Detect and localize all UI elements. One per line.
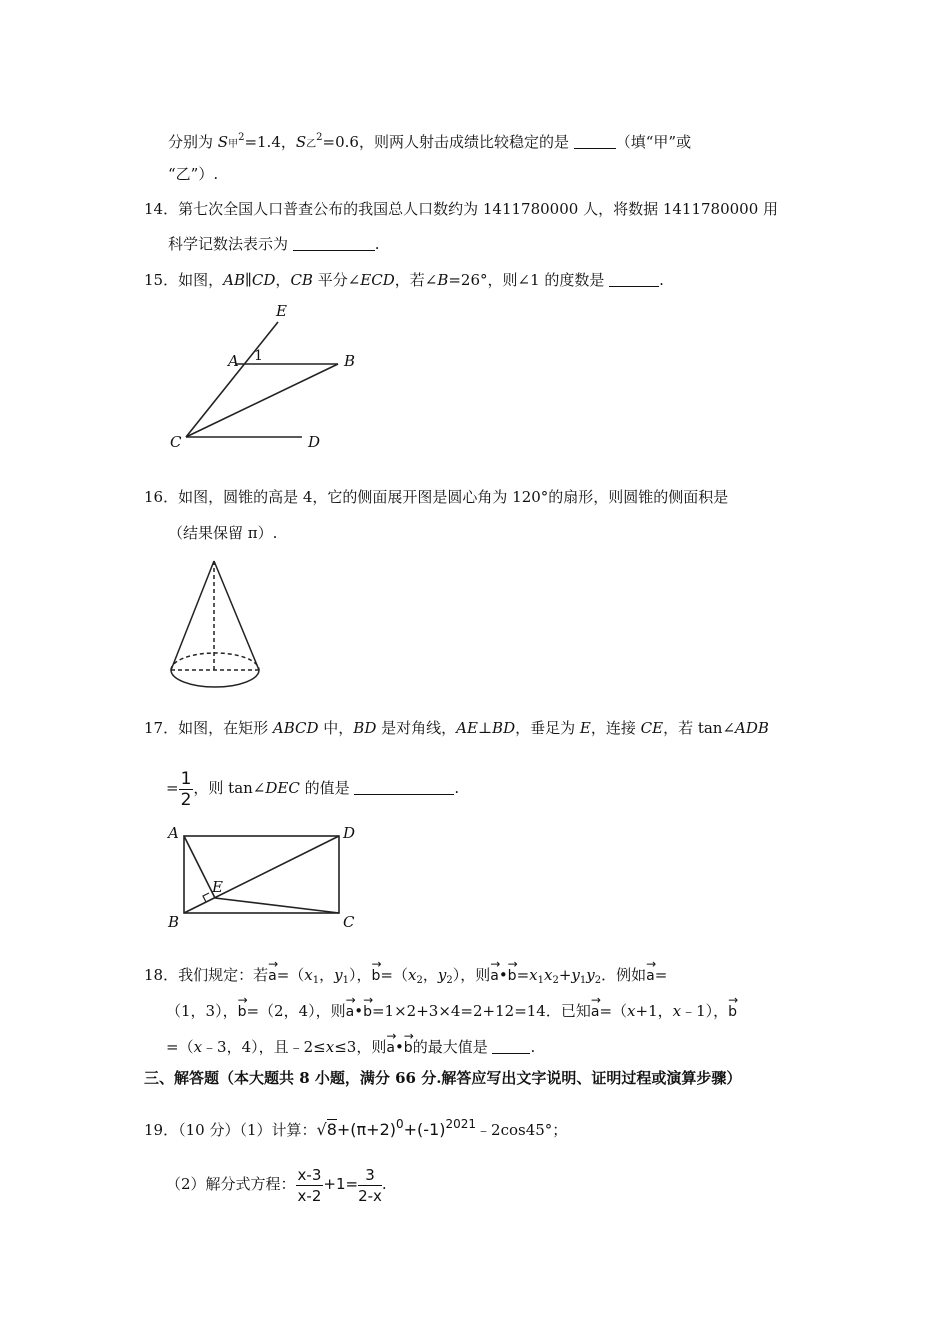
q13-hint: （填“甲”或 [615,133,692,151]
q15-t2: ， [275,271,291,289]
q18-dot2: • [354,1002,364,1020]
q18-dot3: • [394,1038,404,1056]
q18-vector-b3: → b [238,998,247,1022]
q18-comma1: ， [319,966,335,984]
q16-text: 如图，圆锥的高是 4，它的侧面展开图是圆心角为 120°的扇形，则圆锥的侧面积是 [178,488,729,506]
q18-x1-sub: 1 [312,975,320,986]
q18-example: ．例如 [601,966,647,984]
q18-comma2: ， [422,966,438,984]
q18-l3f: 的最大值是 [412,1038,493,1056]
q19-plus1: +1= [323,1175,359,1193]
q18-vector-a5: → a [591,998,600,1022]
q17-line1 [144,718,769,738]
q15-label-b: B [344,352,356,370]
q18-vector-b6: → b [404,1034,413,1058]
q18-end: . [530,1038,536,1056]
q15-cb: CB [290,271,313,289]
q18-line2 [166,998,737,1022]
q18-vector-a6: → a [386,1034,395,1058]
q18-vector-a3: → a [646,962,655,986]
q16-cone-base-back [171,653,259,670]
q18-vector-a2: → a [490,962,499,986]
q18-x2-sub: 2 [416,975,423,986]
q17-label-b: B [168,913,180,931]
q18-l2e: x [627,1002,636,1020]
section-3-heading: 三、解答题（本大题共 8 小题，满分 66 分.解答应写出文字说明、证明过程或演算步骤） [144,1069,742,1087]
q17-frac-den: 2 [180,789,192,810]
q18-prod-x1-sub: 1 [537,975,544,986]
q18-vector-b: → b [372,962,381,986]
q18-y2-sub: 2 [446,975,453,986]
q17-label-d: D [343,824,356,842]
q19-p2-text: （2）解分式方程： [166,1175,296,1193]
q17-fraction [179,769,194,810]
q18-vector-b4: → b [363,998,372,1022]
q17-abcd: ABCD [272,719,319,737]
q18-eq: = [516,966,530,984]
q17-ae: AE [456,719,478,737]
q19-p1-term2: +(π+2) [336,1120,396,1139]
q13-s1-sub: 甲 [228,139,239,150]
q18-l2h: ﹣1）， [681,1002,729,1020]
q15-label-d: D [308,433,321,451]
q15-ab: AB [223,271,245,289]
q17-perp: ⊥ [477,719,493,737]
q18-y1-sub: 1 [342,975,349,986]
q18-vector-b2: → b [508,962,517,986]
q19-p1-text: （10 分）（1）计算： [178,1121,317,1139]
q18-y1: y [334,966,343,984]
q18-eq2: = [654,966,668,984]
q18-plus: + [558,966,572,984]
q18-prod-y1-sub: 1 [579,975,587,986]
q17-t2: 中， [318,719,354,737]
q18-number: 18． [144,966,179,984]
q15-t1: 如图， [178,271,224,289]
q18-t5: ），则 [452,966,491,984]
q17-e: E [579,719,591,737]
q15-t5: =26°，则∠1 的度数是 [448,271,610,289]
q14-text2: 科学记数法表示为 [168,235,293,253]
q17-number: 17． [144,719,179,737]
q18-prod-x2: x [543,966,553,984]
q18-x1: x [304,966,313,984]
q17-end: . [454,779,460,797]
q18-l2a: （1，3）， [166,1002,238,1020]
q18-l2f: +1， [635,1002,673,1020]
q13-text: 分别为 [168,133,218,151]
q17-answer-blank[interactable] [354,780,454,795]
q17-figure [184,836,339,913]
q19-p2-end: . [381,1175,387,1193]
q19-part2 [166,1162,387,1206]
q15-ecd: ECD [360,271,395,289]
q17-t8: ，则 tan∠ [193,779,266,797]
q19-fraction-2 [358,1165,382,1206]
q18-prod-y1: y [571,966,580,984]
q18-line1 [144,962,667,991]
q15-parallel: ∥ [244,271,252,289]
q14-text: 第七次全国人口普查公布的我国总人口数约为 1411780000 人，将数据 1411780000 用 [178,200,779,218]
q19-frac2-den: 2-x [358,1186,382,1205]
q16-cone-figure [171,561,259,687]
q19-sqrt: √8 [316,1120,337,1139]
q14-end: . [374,235,380,253]
q14-number: 14． [144,200,179,218]
q18-x2: x [407,966,417,984]
q17-line-ce [215,898,339,913]
q18-l3c: ﹣3，4），且﹣2≤ [202,1038,326,1056]
q18-t1: 我们规定：若 [178,966,269,984]
q18-l3a: =（ [166,1038,194,1056]
q18-dot: • [498,966,508,984]
q17-adb: ADB [735,719,769,737]
q18-vector-a: → a [268,962,277,986]
q17-bd2: BD [492,719,516,737]
q18-prod-x1: x [529,966,538,984]
q18-l2c: =1×2+3×4=2+12=14．已知 [371,1002,591,1020]
q16-line2: （结果保留 π）. [168,524,278,542]
q17-t7: ，若 tan∠ [663,719,736,737]
q18-l3e: ≤3，则 [334,1038,387,1056]
q17-t1: 如图，在矩形 [178,719,273,737]
q18-prod-x2-sub: 2 [552,975,559,986]
q13-s1: S [217,133,229,151]
q17-ce: CE [640,719,664,737]
q19-p1-term3: +(-1) [403,1120,446,1139]
q19-part1 [144,1114,567,1140]
q15-line-cb [186,364,338,437]
q19-fraction-1 [296,1165,324,1206]
q18-vector-a4: → a [346,998,355,1022]
q17-t6: ，连接 [590,719,641,737]
q17-dec: DEC [265,779,300,797]
q16-number: 16． [144,488,179,506]
q18-answer-blank[interactable] [492,1039,530,1054]
q19-p1-term4: ﹣2cos45°； [476,1121,568,1139]
q15-line-ce [186,322,278,437]
q19-frac2-num: 3 [358,1165,382,1186]
q13-s2-sub: 乙 [306,139,317,150]
q16-cone-base-front [171,670,259,687]
q17-t5: ，垂足为 [515,719,580,737]
q15-label-1: 1 [254,348,263,364]
q17-t3: 是对角线， [376,719,457,737]
q13-line1: 分别为 S甲$^2$=1.4，S乙$^2$=0.6，则两人射击成绩比较稳定的是 （填“甲”或 [168,132,692,151]
q18-prod-y2-sub: 2 [594,975,602,986]
q18-line3 [166,1034,535,1058]
q17-frac-num: 1 [180,768,192,789]
q19-exp2021: 2021 [445,1117,477,1131]
q15-label-c: C [170,433,182,451]
q18-l3b: x [193,1038,203,1056]
q19-sqrt-radicand: 8 [326,1120,337,1139]
q17-equals: = [166,779,179,797]
q18-t4: =（ [380,966,408,984]
q18-l2g: x [672,1002,682,1020]
q18-l3d: x [325,1038,335,1056]
q17-bd: BD [353,719,377,737]
q18-t3: ）， [349,966,372,984]
q17-line2 [166,766,459,810]
q16-line1 [144,487,728,507]
q13-s1-value: =1.4， [244,133,296,151]
q18-prod-y2: y [586,966,595,984]
q17-label-c: C [343,913,355,931]
q17-diagonal-bd [184,836,339,913]
q18-t2: =（ [276,966,305,984]
q17-label-a: A [168,824,179,842]
q17-label-e: E [212,878,223,896]
q19-frac1-num: x-3 [297,1165,322,1184]
q15-cd: CD [251,271,276,289]
q18-l2b: =（2，4），则 [246,1002,346,1020]
q15-number: 15． [144,271,179,289]
q13-line2: “乙”）. [168,165,219,183]
q18-y2: y [437,966,447,984]
q19-number: 19． [144,1121,179,1139]
q15-t3: 平分∠ [312,271,361,289]
q15-b: B [437,271,449,289]
q19-exp0: 0 [396,1117,404,1131]
q17-t9: 的值是 [299,779,355,797]
q17-line-ae [184,836,215,898]
q18-l2d: =（ [599,1002,628,1020]
q19-frac1-den: x-2 [297,1186,322,1205]
q15-t4: ，若∠ [394,271,438,289]
q15-end: . [659,271,664,289]
q18-vector-b5: → b [728,998,737,1022]
q15-label-e: E [276,302,287,320]
q13-s2: S [295,133,307,151]
q13-s2-value: =0.6，则两人射击成绩比较稳定的是 [322,133,574,151]
q15-label-a: A [228,352,239,370]
